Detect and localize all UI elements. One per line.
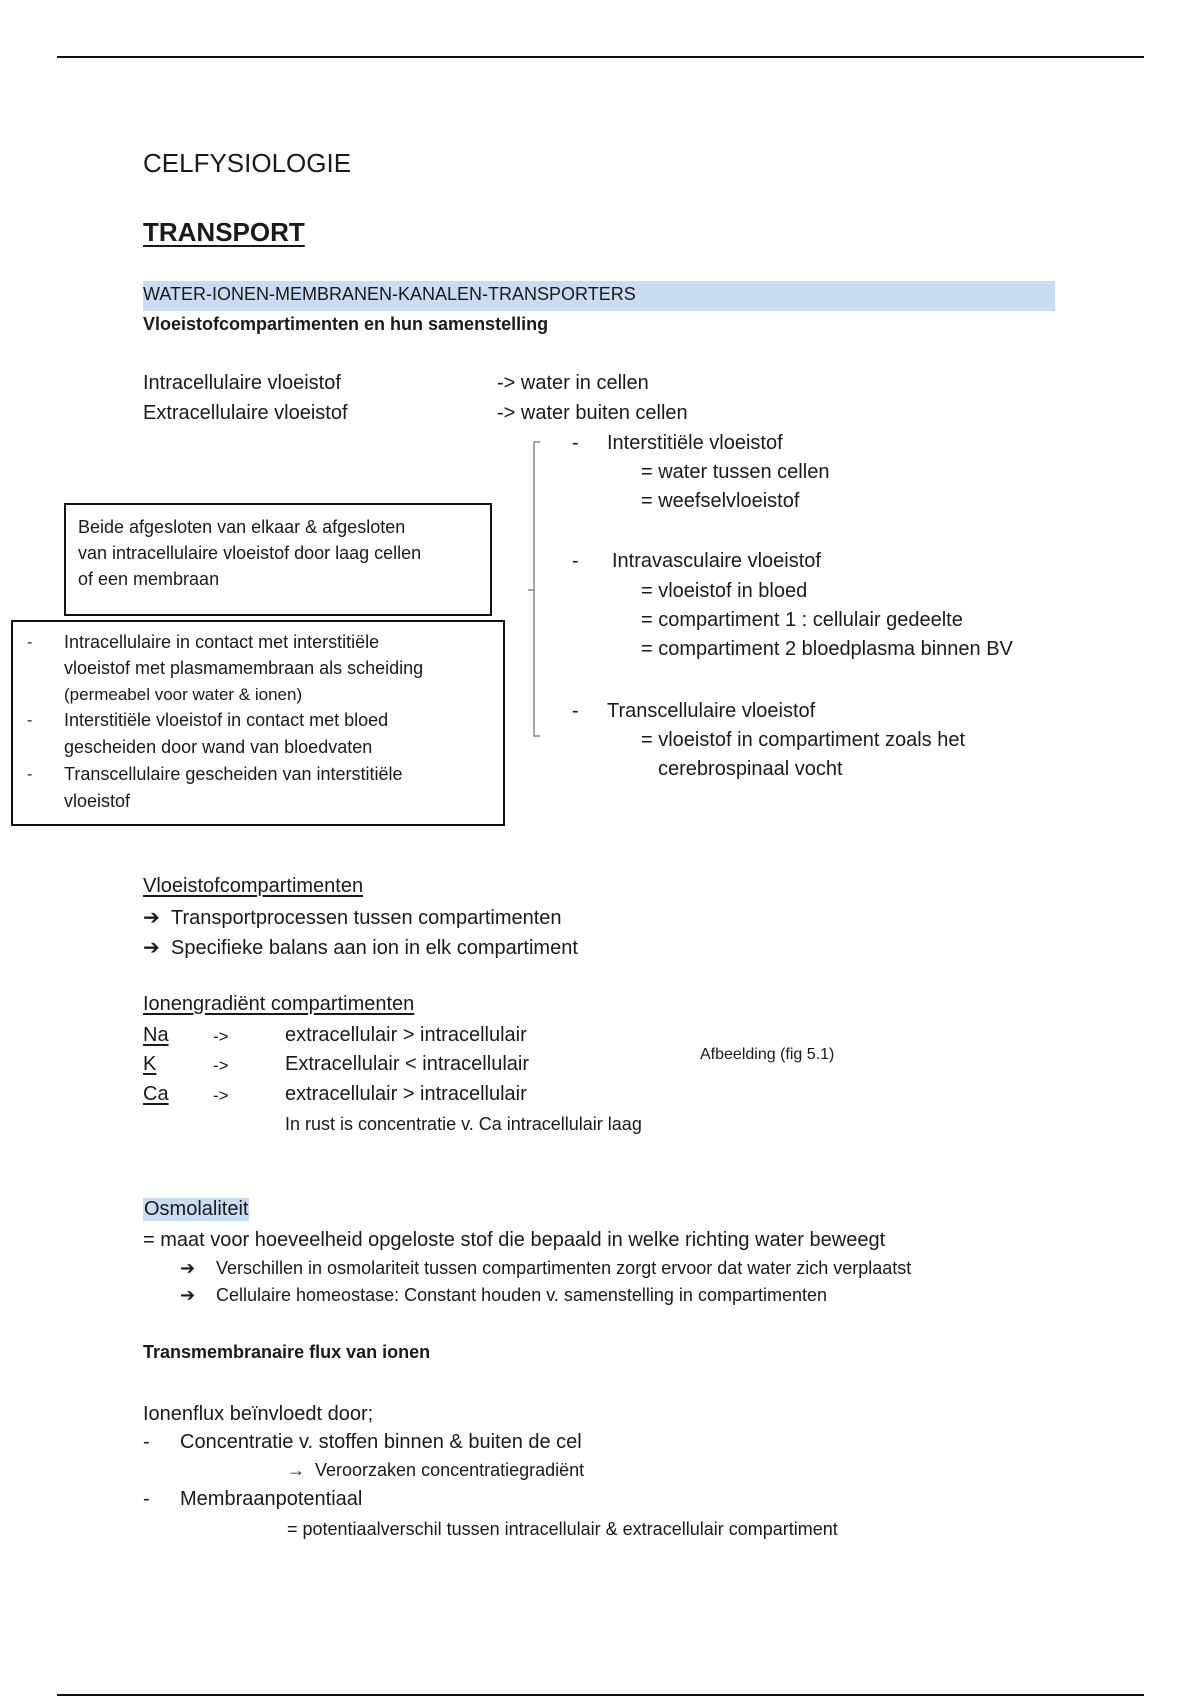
arrow-right-icon: ➔: [143, 907, 160, 929]
flux-result-text: Veroorzaken concentratiegradiënt: [315, 1460, 585, 1480]
flux-heading: Transmembranaire flux van ionen: [143, 1342, 431, 1362]
note-box-2: [11, 620, 505, 826]
ion-symbol: Ca: [143, 1083, 169, 1105]
type-line: = compartiment 1 : cellulair gedeelte: [641, 609, 963, 631]
page-title: CELFYSIOLOGIE: [143, 148, 352, 178]
ion-arrow: ->: [213, 1056, 229, 1075]
type-line: = water tussen cellen: [641, 461, 830, 483]
note-line: Intracellulaire in contact met interstitiële: [64, 632, 380, 652]
extra-def: -> water buiten cellen: [497, 402, 688, 424]
type-name: Interstitiële vloeistof: [607, 432, 783, 454]
note-line: Transcellulaire gescheiden van interstitiële: [64, 764, 403, 784]
type-name: Intravasculaire vloeistof: [612, 550, 821, 572]
ion-arrow: ->: [213, 1086, 229, 1105]
arrow-right-icon: →: [287, 1460, 305, 1480]
note-line: vloeistof: [64, 791, 131, 811]
flux-factor: Membraanpotentiaal: [180, 1488, 363, 1510]
section-title: TRANSPORT: [143, 217, 305, 247]
ion-symbol: Na: [143, 1024, 169, 1046]
ion-note: In rust is concentratie v. Ca intracellulair laag: [285, 1114, 642, 1134]
figure-ref: Afbeelding (fig 5.1): [700, 1046, 835, 1063]
osmolality-item: [180, 1285, 827, 1306]
ion-relation: Extracellulair < intracellulair: [285, 1053, 529, 1075]
flux-intro: Ionenflux beïnvloedt door;: [143, 1403, 374, 1425]
type-dash: -: [572, 700, 579, 722]
flux-result: [287, 1460, 584, 1481]
note-line: vloeistof met plasmamembraan als scheiding: [64, 658, 424, 678]
compartments-item-text: Specifieke balans aan ion in elk compartiment: [171, 937, 578, 959]
ion-gradient-heading: Ionengradiënt compartimenten: [143, 993, 415, 1015]
type-dash: -: [572, 432, 579, 454]
ion-symbol: K: [143, 1053, 157, 1075]
flux-dash: -: [143, 1431, 150, 1453]
note-dash: -: [27, 712, 33, 729]
flux-dash: -: [143, 1488, 150, 1510]
compartments-item-text: Transportprocessen tussen compartimenten: [171, 907, 562, 929]
osmolality-item: [180, 1258, 911, 1279]
arrow-right-icon: ➔: [180, 1258, 196, 1278]
note-line: van intracellulaire vloeistof door laag cellen: [78, 543, 422, 563]
osmolality-item-text: Cellulaire homeostase: Constant houden v. samenstelling in compartimenten: [216, 1285, 827, 1305]
compartments-heading: Vloeistofcompartimenten: [143, 875, 364, 897]
note-dash: -: [27, 766, 33, 783]
topic-band: WATER-IONEN-MEMBRANEN-KANALEN-TRANSPORTERS: [143, 284, 636, 304]
intra-label: Intracellulaire vloeistof: [143, 372, 341, 394]
flux-factor: Concentratie v. stoffen binnen & buiten de cel: [180, 1431, 582, 1453]
type-line: cerebrospinaal vocht: [658, 758, 843, 780]
compartments-item: [143, 905, 562, 930]
type-line: = vloeistof in bloed: [641, 580, 808, 602]
type-line: = compartiment 2 bloedplasma binnen BV: [641, 638, 1013, 660]
arrow-right-icon: ➔: [180, 1285, 196, 1305]
ion-relation: extracellulair > intracellulair: [285, 1024, 527, 1046]
subheading: Vloeistofcompartimenten en hun samenstelling: [143, 314, 549, 334]
osmolality-heading: Osmolaliteit: [144, 1198, 249, 1220]
flux-definition: = potentiaalverschil tussen intracellulair & extracellulair compartiment: [287, 1519, 838, 1539]
note-line: of een membraan: [78, 569, 220, 589]
arrow-right-icon: ➔: [143, 937, 160, 959]
note-box-1: [64, 503, 492, 616]
bracket: [528, 440, 548, 740]
ion-relation: extracellulair > intracellulair: [285, 1083, 527, 1105]
note-line: Interstitiële vloeistof in contact met bloed: [64, 710, 389, 730]
bottom-rule: [57, 1694, 1144, 1696]
note-line: Beide afgesloten van elkaar & afgesloten: [78, 517, 406, 537]
intra-def: -> water in cellen: [497, 372, 649, 394]
note-line: (permeabel voor water & ionen): [64, 685, 303, 704]
note-dash: -: [27, 634, 33, 651]
osmolality-definition: = maat voor hoeveelheid opgeloste stof die bepaald in welke richting water beweegt: [143, 1229, 886, 1251]
type-name: Transcellulaire vloeistof: [607, 700, 816, 722]
type-line: = vloeistof in compartiment zoals het: [641, 729, 966, 751]
type-line: = weefselvloeistof: [641, 490, 800, 512]
type-dash: -: [572, 550, 579, 572]
note-line: gescheiden door wand van bloedvaten: [64, 737, 373, 757]
osmolality-item-text: Verschillen in osmolariteit tussen compartimenten zorgt ervoor dat water zich verplaatst: [216, 1258, 912, 1278]
compartments-item: [143, 935, 578, 960]
top-rule: [57, 56, 1144, 58]
extra-label: Extracellulaire vloeistof: [143, 402, 348, 424]
ion-arrow: ->: [213, 1027, 229, 1046]
